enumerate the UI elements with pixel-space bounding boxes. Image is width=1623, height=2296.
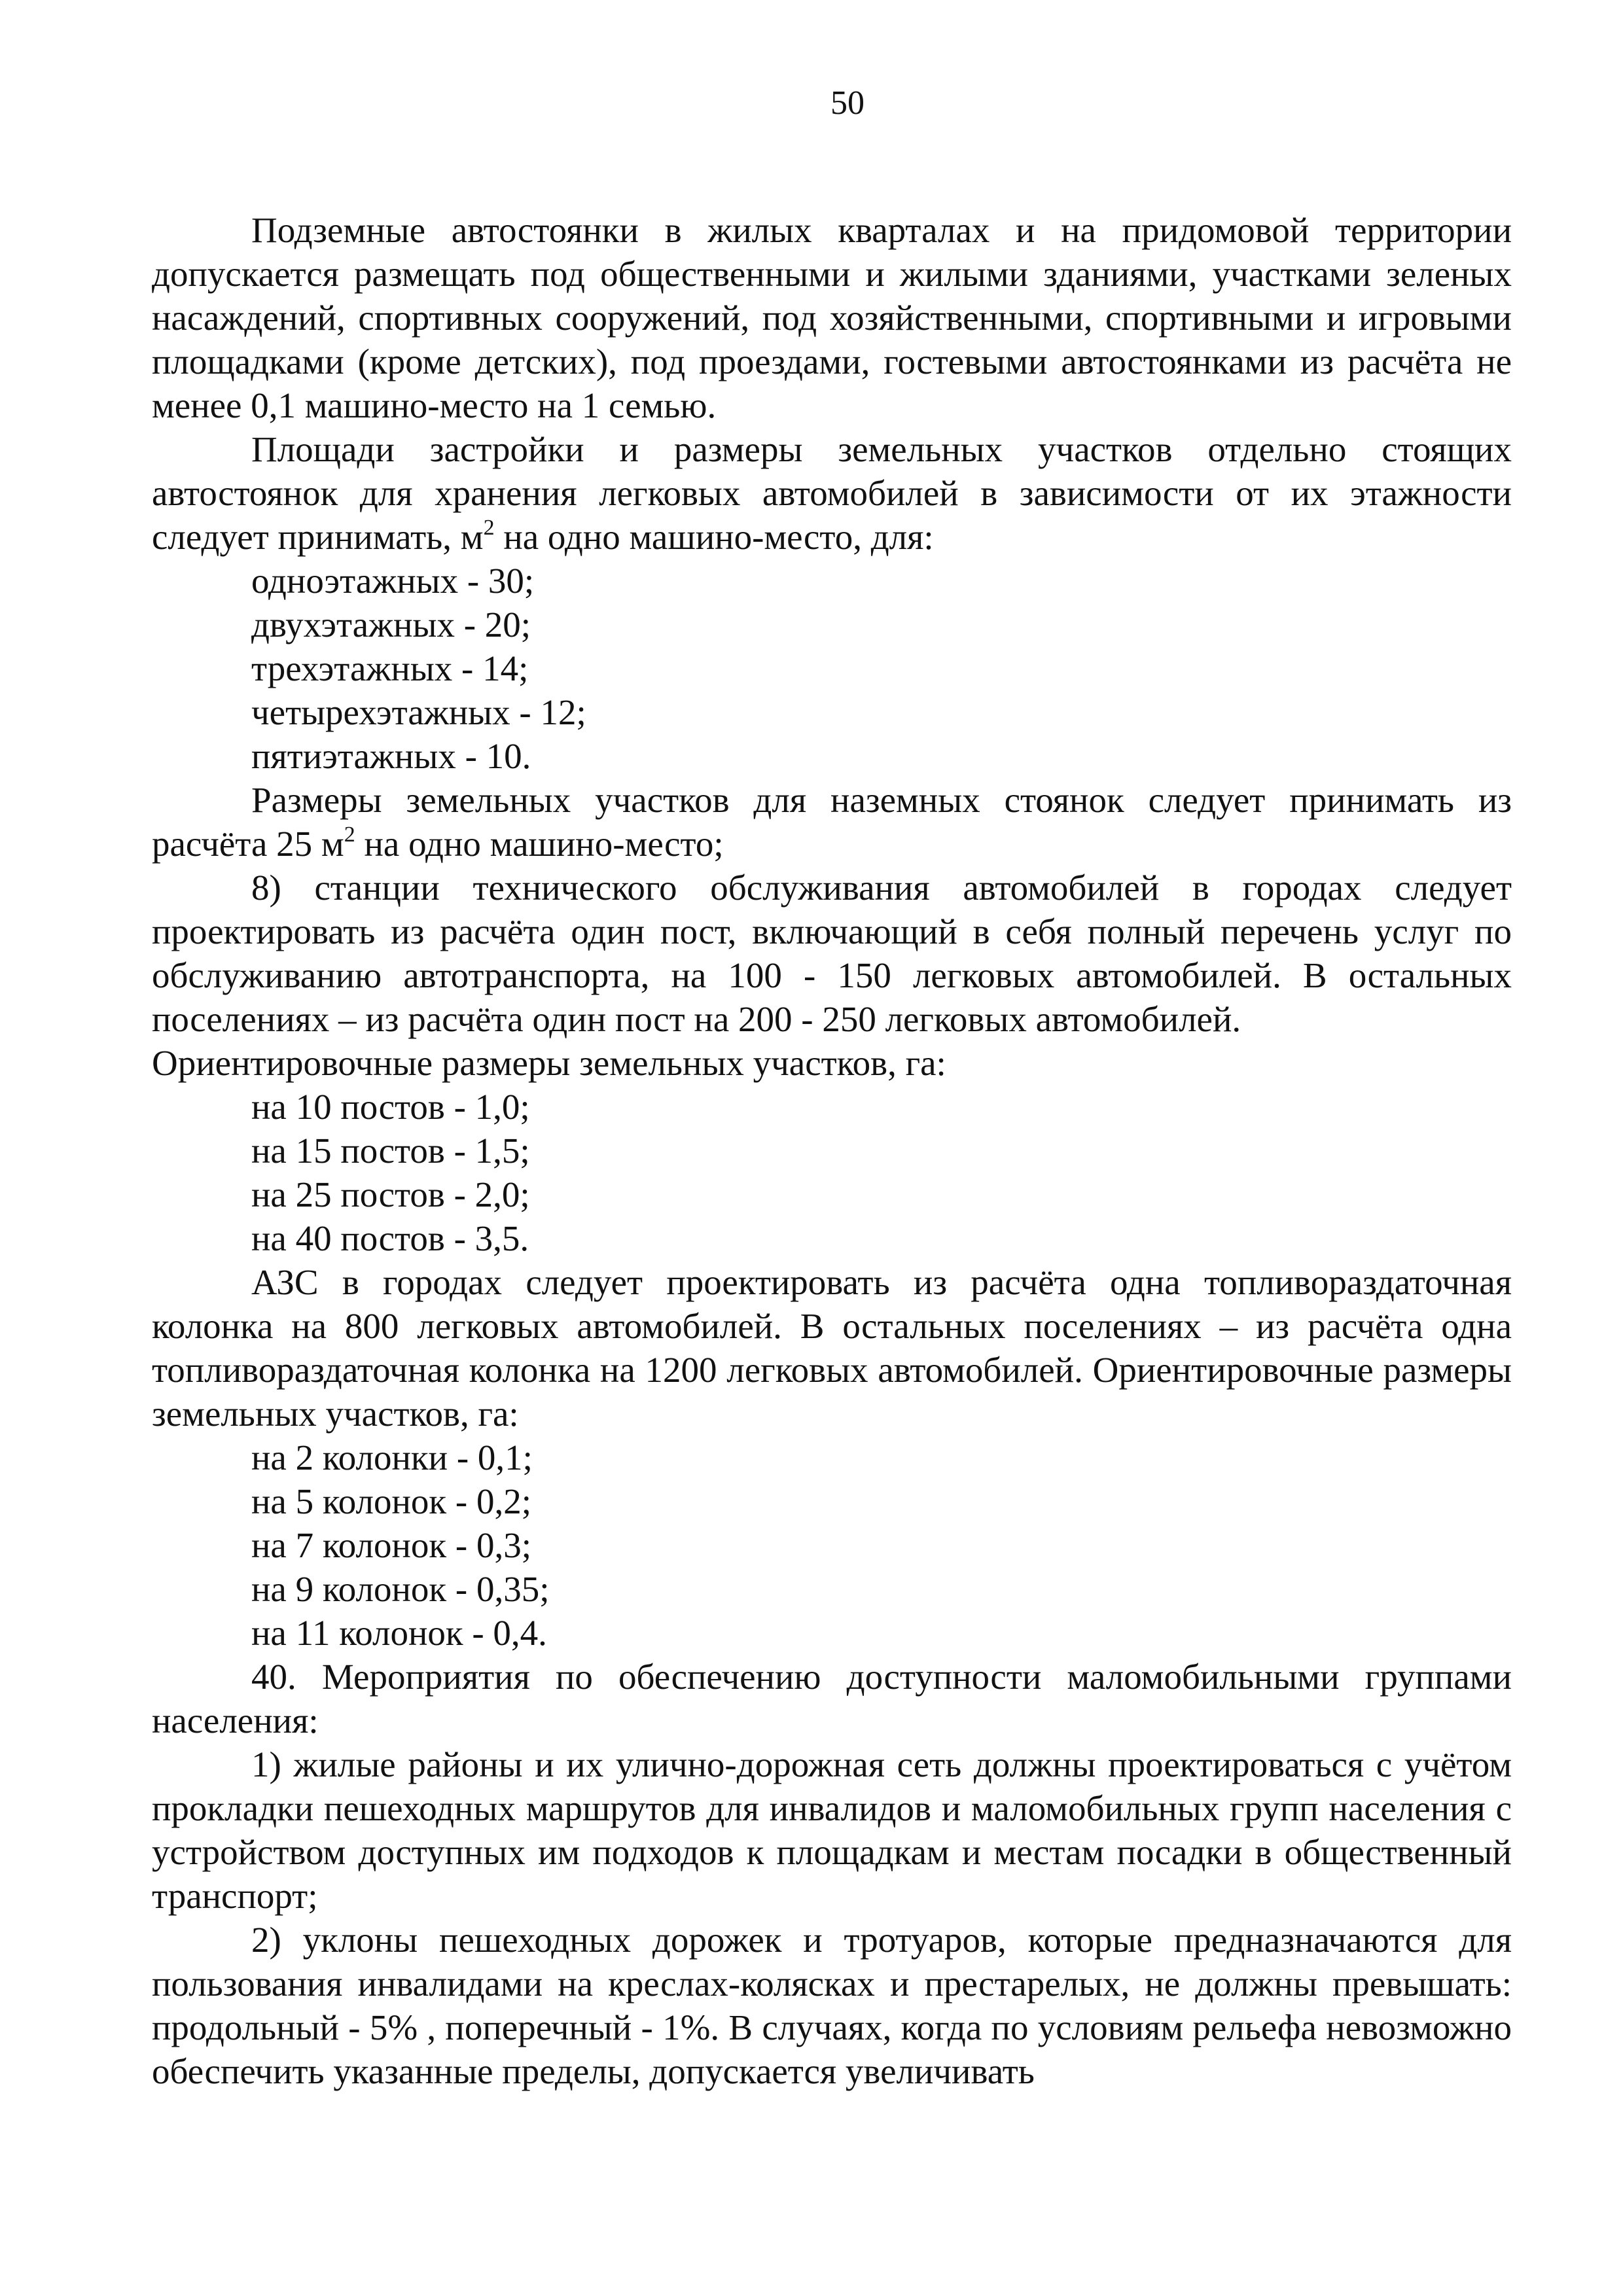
- paragraph-underground-parking: Подземные автостоянки в жилых кварталах и на придомовой территории допускается размещать под общественными и жилыми зданиями, участками зеленых насаждений, спортивных сооружений, под хозяйственными, спортивными и игровыми площадками (кроме детских), под проездами, гостевыми автостоянками из расчёта не менее 0,1 машино-место на 1 семью.: [152, 210, 1512, 425]
- list-item-storeys: трехэтажных - 14;: [251, 648, 529, 688]
- paragraph-parking-areas-tail: на одно машино-место, для:: [494, 517, 934, 557]
- paragraph-parking-areas: [152, 427, 1512, 559]
- paragraph-plot-sizes-posts: Ориентировочные размеры земельных участков, га:: [152, 1043, 946, 1083]
- list-item-posts: на 25 постов - 2,0;: [251, 1174, 530, 1214]
- list-item-posts: на 10 постов - 1,0;: [251, 1087, 530, 1127]
- list-item-posts: на 40 постов - 3,5.: [251, 1218, 529, 1258]
- square-superscript: 2: [483, 516, 495, 540]
- list-item-columns: на 7 колонок - 0,3;: [251, 1525, 531, 1565]
- list-item-columns: на 9 колонок - 0,35;: [251, 1569, 550, 1609]
- list-item-storeys: четырехэтажных - 12;: [251, 692, 586, 732]
- list-item-storeys: одноэтажных - 30;: [251, 561, 535, 601]
- paragraph-parking-areas-text: Площади застройки и размеры земельных участков отдельно стоящих автостоянок для хранения легковых автомобилей в зависимости от их этажности следует принимать, м: [152, 429, 1512, 557]
- list-item-storeys: пятиэтажных - 10.: [251, 736, 531, 776]
- paragraph-fuel-stations: АЗС в городах следует проектировать из расчёта одна топливораздаточная колонка на 800 легковых автомобилей. В остальных поселениях – из расчёта одна топливораздаточная колонка на 1200 легковых автомобилей. Ориентировочные размеры земельных участков, га:: [152, 1262, 1512, 1434]
- square-superscript: 2: [344, 822, 355, 847]
- list-item-storeys: двухэтажных - 20;: [251, 605, 531, 645]
- list-item-columns: на 11 колонок - 0,4.: [251, 1613, 547, 1653]
- paragraph-ground-parking-text: Размеры земельных участков для наземных стоянок следует принимать из расчёта 25 м: [152, 780, 1512, 864]
- paragraph-footpath-slopes: 2) уклоны пешеходных дорожек и тротуаров, которые предназначаются для пользования инвалидами на креслах-колясках и престарелых, не должны превышать: продольный - 5% , поперечный - 1%. В случаях, когда по условиям рельефа невозможно обеспечить указанные пределы, допускается увеличивать: [152, 1920, 1512, 2091]
- page-number: 50: [830, 84, 865, 122]
- paragraph-service-stations: 8) станции технического обслуживания автомобилей в городах следует проектировать из расчёта один пост, включающий в себя полный перечень услуг по обслуживанию автотранспорта, на 100 - 150 легковых автомобилей. В остальных поселениях – из расчёта один пост на 200 - 250 легковых автомобилей.: [152, 868, 1512, 1039]
- document-body: [152, 208, 1512, 2093]
- list-item-posts: на 15 постов - 1,5;: [251, 1131, 530, 1171]
- list-item-columns: на 5 колонок - 0,2;: [251, 1481, 531, 1521]
- paragraph-ground-parking-tail: на одно машино-место;: [355, 824, 724, 864]
- list-item-columns: на 2 колонки - 0,1;: [251, 1438, 533, 1477]
- paragraph-ground-parking: [152, 778, 1512, 866]
- paragraph-residential-districts: 1) жилые районы и их улично-дорожная сеть должны проектироваться с учётом прокладки пешеходных маршрутов для инвалидов и маломобильных групп населения с устройством доступных им подходов к площадкам и местам посадки в общественный транспорт;: [152, 1744, 1512, 1916]
- paragraph-accessibility-measures: 40. Мероприятия по обеспечению доступности маломобильными группами населения:: [152, 1657, 1512, 1740]
